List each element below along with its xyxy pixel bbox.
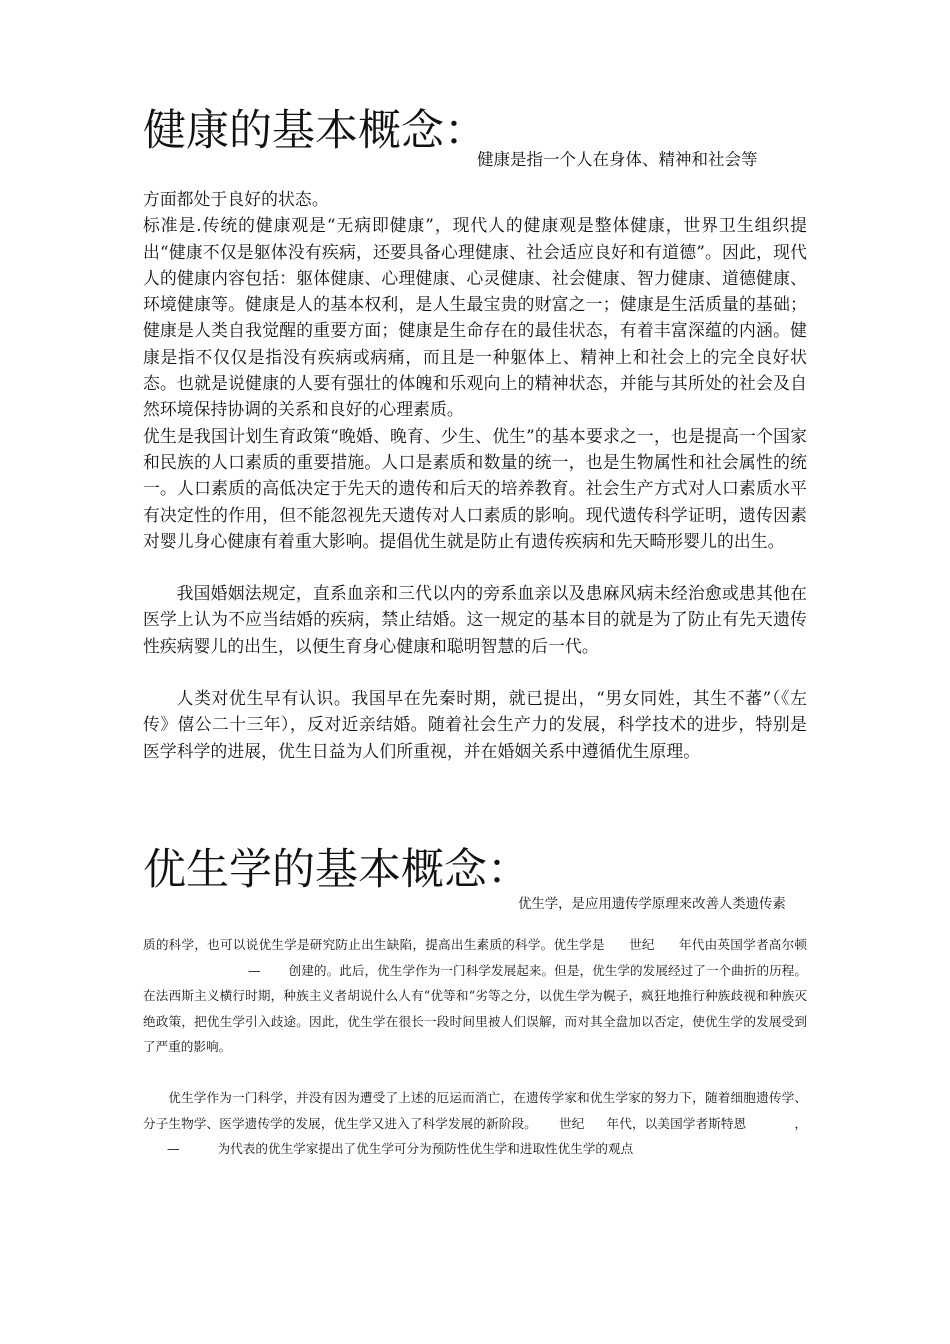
- health-paragraph-2: 标准是.传统的健康观是“无病即健康”，现代人的健康观是整体健康，世界卫生组织提出“健康不仅是躯体没有疾病，还要具备心理健康、社会适应良好和有道德”。因此，现代人的健康内容包括：躯体健康、心理健康、心灵健康、社会健康、智力健康、道德健康、环境健康等。健康是人的基本权利，是人生最宝贵的财富之一；健康是生活质量的基础；健康是人类自我觉醒的重要方面；健康是生命存在的最佳状态，有着丰富深蕴的内涵。健康是指不仅仅是指没有疾病或病痛，而且是一种躯体上、精神上和社会上的完全良好状态。也就是说健康的人要有强壮的体魄和乐观向上的精神状态，并能与其所处的社会及自然环境保持协调的关系和良好的心理素质。: [143, 215, 807, 420]
- section-title-health: 健康的基本概念：: [143, 106, 487, 156]
- health-paragraph-1: 方面都处于良好的状态。: [143, 189, 329, 209]
- section-title-eugenics: 优生学的基本概念：: [143, 845, 530, 895]
- marriage-law-paragraph: 我国婚姻法规定，直系血亲和三代以内的旁系血亲以及患麻风病未经治愈或患其他在医学上认为不应当结婚的疾病，禁止结婚。这一规定的基本目的就是为了防止有先天遗传性疾病婴儿的出生，以便生育身心健康和聪明智慧的后一代。: [143, 583, 807, 656]
- eugenics-body: [143, 932, 807, 1162]
- health-intro-line: 健康是指一个人在身体、精神和社会等: [477, 150, 758, 169]
- eugenics-development-paragraph: 优生学作为一门科学，并没有因为遭受了上述的厄运而消亡，在遗传学家和优生学家的努力下，随着细胞遗传学、分子生物学、医学遗传学的发展，优生学又进入了科学发展的新阶段。 世纪 年代，以美国学者斯特恩 ，— 为代表的优生学家提出了优生学可分为预防性优生学和进取性优生学的观点: [143, 1089, 808, 1157]
- health-body: [143, 186, 807, 764]
- eugenics-definition-paragraph: 质的科学，也可以说优生学是研究防止出生缺陷，提高出生素质的科学。优生学是 世纪 年代由英国学者高尔顿— 创建的。此后，优生学作为一门科学发展起来。但是，优生学的发展经过了一个曲折的历程。在法西斯主义横行时期，种族主义者胡说什么人有“优等和“劣等之分，以优生学为幌子，疯狂地推行种族歧视和种族灭绝政策，把优生学引入歧途。因此，优生学在很长一段时间里被人们误解，而对其全盘加以否定，使优生学的发展受到了严重的影响。: [143, 937, 808, 1055]
- history-paragraph: 人类对优生早有认识。我国早在先秦时期，就已提出，“男女同姓，其生不蕃”（《左传》僖公二十三年），反对近亲结婚。随着社会生产力的发展，科学技术的进步，特别是医学科学的进展，优生日益为人们所重视，并在婚姻关系中遵循优生原理。: [143, 688, 807, 761]
- eugenics-intro-line: 优生学，是应用遗传学原理来改善人类遗传素: [518, 897, 786, 912]
- eugenics-paragraph: 优生是我国计划生育政策“晚婚、晚育、少生、优生”的基本要求之一，也是提高一个国家和民族的人口素质的重要措施。人口是素质和数量的统一，也是生物属性和社会属性的统一。人口素质的高低决定于先天的遗传和后天的培养教育。社会生产方式对人口素质水平有决定性的作用，但不能忽视先天遗传对人口素质的影响。现代遗传科学证明，遗传因素对婴儿身心健康有着重大影响。提倡优生就是防止有遗传疾病和先天畸形婴儿的出生。: [143, 425, 807, 551]
